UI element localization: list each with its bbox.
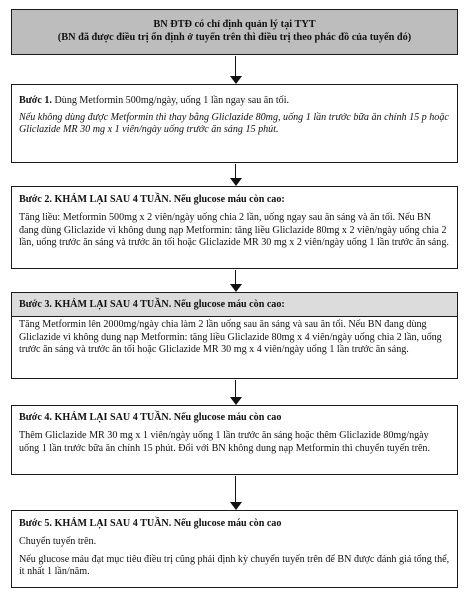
arrow-down-icon bbox=[228, 380, 244, 405]
step-5-body-1: Chuyển tuyến trên. bbox=[19, 536, 97, 547]
step-2-body: Tăng liều: Metformin 500mg x 2 viên/ngày uống chia 2 lần, uống ngay sau ăn sáng và ăn tối. Nếu BN đang dùng Gliclazide vì không dung nạp Metformin: tăng liều Gliclazide 80mg x 2 viên/ngày uống chia 2 lần, uống trước ăn sáng và trước ăn tối hoặc Gliclazide MR 30 mg x 2 viên/ngày uống 1 lần trước ăn sáng. bbox=[19, 212, 449, 249]
arrow-down-icon bbox=[228, 270, 244, 292]
arrow-down-icon bbox=[228, 56, 244, 84]
arrow-down-icon bbox=[228, 476, 244, 510]
step-1-instruction bbox=[19, 95, 451, 108]
header-line-2: (BN đã được điều trị ổn định ở tuyến trên thì điều trị theo phác đồ của tuyến đó) bbox=[57, 31, 412, 43]
step-1-title: Bước 1. bbox=[19, 95, 52, 106]
step-1-box bbox=[11, 84, 458, 163]
step-3-title: Bước 3. KHÁM LẠI SAU 4 TUẦN. Nếu glucose máu còn cao: bbox=[12, 293, 457, 317]
step-5-box bbox=[11, 510, 458, 588]
step-4-body: Thêm Gliclazide MR 30 mg x 1 viên/ngày uống 1 lần trước ăn sáng hoặc thêm Gliclazide 80mg/ngày uống 1 lần trước bữa ăn chính 15 phút. Đối với BN không dung nạp Metformin thì chuyển tuyến trên. bbox=[19, 430, 430, 454]
step-4-box bbox=[11, 405, 458, 475]
header-line-1: BN ĐTĐ có chỉ định quản lý tại TYT bbox=[153, 19, 316, 30]
step-2-box bbox=[11, 186, 458, 269]
step-4-title: Bước 4. KHÁM LẠI SAU 4 TUẦN. Nếu glucose máu còn cao bbox=[19, 412, 282, 423]
header-box bbox=[11, 9, 458, 55]
step-5-title: Bước 5. KHÁM LẠI SAU 4 TUẦN. Nếu glucose máu còn cao bbox=[19, 518, 282, 529]
arrow-down-icon bbox=[228, 164, 244, 186]
step-1-note: Nếu không dùng được Metformin thì thay bằng Gliclazide 80mg, uống 1 lần trước bữa ăn chính 15 p hoặc Gliclazide MR 30 mg x 1 viên/ngày uống trước ăn sáng 15 phút. bbox=[19, 111, 449, 136]
step-2-title: Bước 2. KHÁM LẠI SAU 4 TUẦN. Nếu glucose máu còn cao: bbox=[19, 194, 285, 205]
step-3-box bbox=[11, 292, 458, 379]
step-1-text: Dùng Metformin 500mg/ngày, uống 1 lần ngay sau ăn tối. bbox=[51, 95, 290, 106]
step-3-body: Tăng Metformin lên 2000mg/ngày chia làm 2 lần uống sau ăn sáng và sau ăn tối. Nếu BN đang dùng Gliclazide vì không dung nạp Metformin: tăng liều Gliclazide 80mg x 4 viên/ngày uống chia 2 lần, uống trước ăn sáng và trước ăn tối hoặc Gliclazide MR 30 mg x 4 viên/ngày uống 1 lần trước ăn sáng. bbox=[19, 319, 442, 356]
step-5-body-2: Nếu glucose máu đạt mục tiêu điều trị cũng phải định kỳ chuyển tuyến trên để BN được đánh giá tổng thể, ít nhất 1 lần/năm. bbox=[19, 553, 450, 578]
